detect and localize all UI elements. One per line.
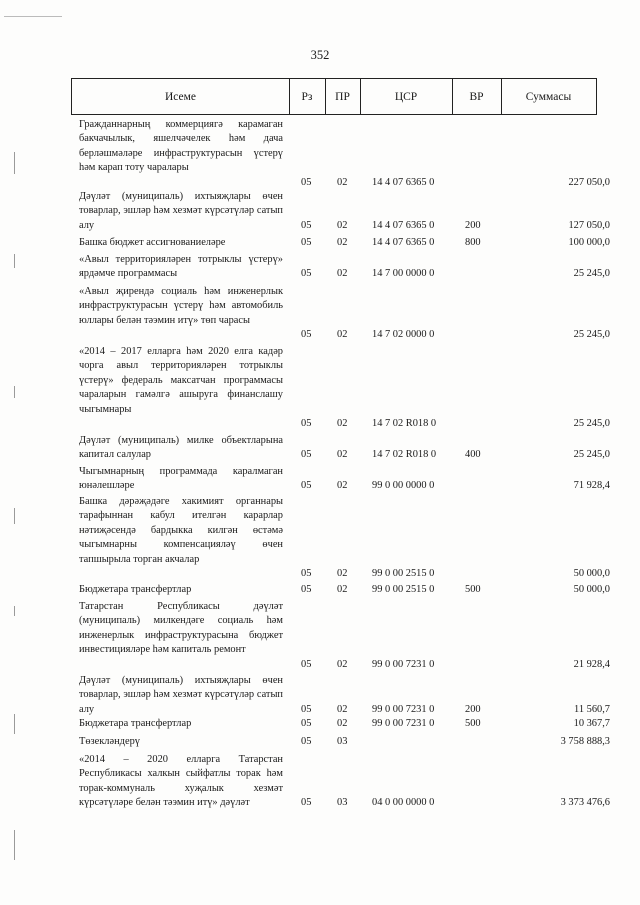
- row-name: «Авыл җирендә социаль һәм инженерлык инфраструктурасын үстерү һәм автомобиль юллары белән тәэмин итү» төп чарасы: [79, 286, 283, 326]
- header-name: Исеме: [71, 78, 290, 115]
- row-vr: 500: [465, 718, 481, 729]
- row-name: «2014 – 2020 елларга Татарстан Республикасы халкын сыйфатлы торак һәм торак-коммуналь хуҗалык хезмәт күрсәтүләре белән тәэмин итү» дәүләт: [79, 754, 283, 809]
- row-rz: 05: [301, 658, 312, 670]
- row-csr: 14 7 00 0000 0: [372, 268, 435, 280]
- row-name: Бюджетара трансфертлар: [79, 718, 192, 729]
- scan-edge-mark: [14, 714, 15, 734]
- header-vr: ВР: [452, 78, 502, 115]
- row-csr: 99 0 00 7231 0: [372, 703, 435, 715]
- row-rz: 05: [301, 219, 312, 231]
- row-sum: 3 758 888,3: [560, 736, 610, 747]
- row-pr: 02: [337, 418, 348, 429]
- row-rz: 05: [301, 736, 312, 747]
- row-csr: 14 7 02 R018 0: [372, 449, 437, 461]
- row-sum: 127 050,0: [568, 219, 610, 231]
- row-rz: 05: [301, 418, 312, 429]
- row-vr: 200: [465, 703, 481, 715]
- row-name: Төзекләндерү: [79, 736, 140, 747]
- row-pr: 02: [337, 480, 348, 492]
- row-rz: 05: [301, 584, 312, 595]
- row-csr: 14 4 07 6365 0: [372, 237, 435, 248]
- row-csr: 99 0 00 0000 0: [372, 480, 435, 492]
- row-name: Чыгымнарның программада каралмаган юнәлешләре: [79, 466, 283, 492]
- scan-edge-mark: [14, 254, 15, 268]
- row-csr: 99 0 00 7231 0: [372, 658, 435, 670]
- header-pr: ПР: [325, 78, 361, 115]
- scan-edge-mark: [14, 152, 15, 174]
- row-pr: 02: [337, 703, 348, 715]
- row-pr: 02: [337, 268, 348, 280]
- row-rz: 05: [301, 237, 312, 248]
- scan-top-rule: [4, 16, 62, 17]
- row-name: Башка бюджет ассигнованиеләре: [79, 237, 226, 248]
- scan-edge-mark: [14, 508, 15, 524]
- row-sum: 71 928,4: [573, 480, 610, 492]
- header-sum: Суммасы: [501, 78, 597, 115]
- row-rz: 05: [301, 176, 312, 188]
- row-name: Гражданнарның коммерциягә карамаган бакчачылык, яшелчәчелек һәм дача берләшмәләре инфраструктурасын үстерү һәм карап тоту чаралары: [79, 119, 283, 174]
- row-sum: 3 373 476,6: [560, 797, 610, 809]
- row-rz: 05: [301, 703, 312, 715]
- row-csr: 04 0 00 0000 0: [372, 797, 435, 809]
- scan-edge-mark: [14, 386, 15, 398]
- row-csr: 99 0 00 7231 0: [372, 718, 435, 729]
- row-pr: 02: [337, 219, 348, 231]
- row-csr: 99 0 00 2515 0: [372, 568, 435, 579]
- scan-edge-mark: [14, 606, 15, 616]
- row-rz: 05: [301, 268, 312, 280]
- row-rz: 05: [301, 449, 312, 461]
- row-sum: 227 050,0: [568, 176, 610, 188]
- row-pr: 03: [337, 797, 348, 809]
- page-number: 352: [310, 48, 330, 62]
- row-sum: 10 367,7: [573, 718, 610, 729]
- row-sum: 25 245,0: [573, 449, 610, 461]
- row-csr: 14 4 07 6365 0: [372, 219, 435, 231]
- row-rz: 05: [301, 718, 312, 729]
- row-name: «2014 – 2017 елларга һәм 2020 елга кадәр чорга авыл территорияләрен тотрыклы үстерү» федераль максатчан программасы чараларын гамәлгә ашыруга финанслашу чыгымнары: [79, 346, 283, 415]
- row-name: Башка дәрәҗәдәге хакимият органнары тарафыннан кабул ителгән карарлар нәтиҗәсендә бардыкка килгән өстәмә чыгымнарны компенсацияләү өчен тапшырыла торган акчалар: [79, 496, 283, 565]
- row-pr: 02: [337, 449, 348, 461]
- row-vr: 800: [465, 237, 481, 248]
- row-csr: 99 0 00 2515 0: [372, 584, 435, 595]
- row-pr: 02: [337, 718, 348, 729]
- row-name: Дәүләт (муниципаль) ихтыяҗлары өчен товарлар, эшләр һәм хезмәт күрсәтүләр сатып алу: [79, 191, 283, 231]
- row-rz: 05: [301, 568, 312, 579]
- row-pr: 02: [337, 658, 348, 670]
- row-vr: 200: [465, 219, 481, 231]
- row-pr: 02: [337, 329, 348, 341]
- row-sum: 21 928,4: [573, 658, 610, 670]
- row-pr: 02: [337, 237, 348, 248]
- row-vr: 500: [465, 584, 481, 595]
- header-csr: ЦСР: [360, 78, 453, 115]
- row-name: Дәүләт (муниципаль) милке объектларына капитал салулар: [79, 435, 283, 461]
- row-csr: 14 4 07 6365 0: [372, 176, 435, 188]
- row-sum: 25 245,0: [573, 329, 610, 341]
- row-sum: 50 000,0: [573, 584, 610, 595]
- row-pr: 02: [337, 568, 348, 579]
- row-rz: 05: [301, 480, 312, 492]
- row-sum: 50 000,0: [573, 568, 610, 579]
- row-rz: 05: [301, 329, 312, 341]
- row-csr: 14 7 02 0000 0: [372, 329, 435, 341]
- row-sum: 25 245,0: [573, 268, 610, 280]
- row-name: Дәүләт (муниципаль) ихтыяҗлары өчен товарлар, эшләр һәм хезмәт күрсәтүләр сатып алу: [79, 675, 283, 715]
- row-name: Татарстан Республикасы дәүләт (муниципаль) милкендәге социаль һәм инженерлык инфраструктурасына бюджет инвестицияләре һәм капиталь ремонт: [79, 601, 283, 656]
- row-sum: 100 000,0: [568, 237, 610, 248]
- row-name: Бюджетара трансфертлар: [79, 584, 192, 595]
- row-rz: 05: [301, 797, 312, 809]
- row-pr: 02: [337, 176, 348, 188]
- header-rz: Рз: [289, 78, 326, 115]
- row-vr: 400: [465, 449, 481, 461]
- row-sum: 25 245,0: [573, 418, 610, 429]
- row-pr: 02: [337, 584, 348, 595]
- row-csr: 14 7 02 R018 0: [372, 418, 437, 429]
- row-pr: 03: [337, 736, 348, 747]
- row-sum: 11 560,7: [574, 703, 610, 715]
- scan-edge-mark: [14, 830, 15, 860]
- row-name: «Авыл территорияләрен тотрыклы үстерү» ярдәмче программасы: [79, 254, 283, 280]
